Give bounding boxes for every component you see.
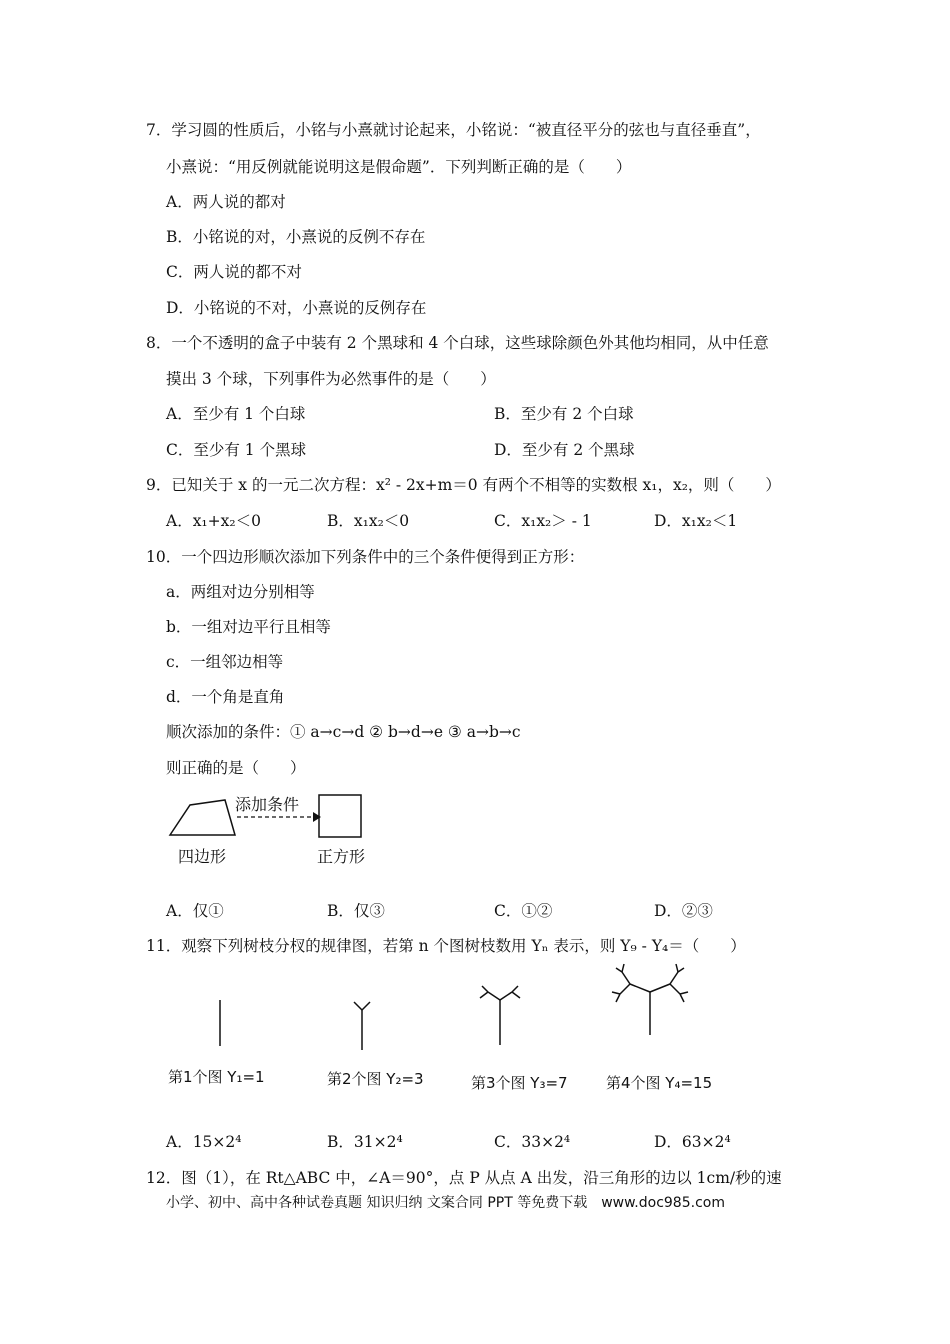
tree2 <box>354 1002 370 1050</box>
q10-order: 顺次添加的条件：① a→c→d ② b→d→e ③ a→b→c <box>166 723 521 741</box>
q10-ask: 则正确的是（ ） <box>166 759 306 777</box>
q8-option-c: C．至少有 1 个黑球 <box>166 441 307 459</box>
q10-option-a: A．仅① <box>166 902 224 920</box>
q10-condition-a: a．两组对边分别相等 <box>166 583 315 601</box>
fig-label-add-conditions: 添加条件 <box>235 795 300 814</box>
q7-option-b: B．小铭说的对，小熹说的反例不存在 <box>166 228 426 246</box>
tree4-caption: 第4个图 Y₄=15 <box>606 1074 713 1092</box>
q11-option-a: A．15×2⁴ <box>166 1133 242 1151</box>
tree1-caption: 第1个图 Y₁=1 <box>168 1068 265 1086</box>
q8-stem-line1: 8．一个不透明的盒子中装有 2 个黑球和 4 个白球，这些球除颜色外其他均相同，从中任意 <box>146 334 769 352</box>
q9-option-b: B．x₁x₂＜0 <box>327 512 410 530</box>
tree3 <box>480 986 520 1045</box>
arrow-head <box>313 812 321 822</box>
tree3-caption: 第3个图 Y₃=7 <box>471 1074 568 1092</box>
q11-option-b: B．31×2⁴ <box>327 1133 403 1151</box>
square-shape <box>319 795 361 837</box>
tree2-caption: 第2个图 Y₂=3 <box>327 1070 424 1088</box>
q11-stem: 11．观察下列树枝分杈的规律图，若第 n 个图树枝数用 Yₙ 表示，则 Y₉ - Y₄＝（ ） <box>146 937 746 955</box>
q10-condition-d: d．一个角是直角 <box>166 688 285 706</box>
q10-stem: 10．一个四边形顺次添加下列条件中的三个条件便得到正方形： <box>146 548 585 566</box>
q10-option-d: D．②③ <box>654 902 713 920</box>
q9-option-a: A．x₁+x₂＜0 <box>166 512 261 530</box>
quadrilateral-shape <box>170 800 235 835</box>
q7-option-a: A．两人说的都对 <box>166 193 286 211</box>
q8-stem-line2: 摸出 3 个球，下列事件为必然事件的是（ ） <box>166 370 496 388</box>
q9-option-d: D．x₁x₂＜1 <box>654 512 738 530</box>
q10-option-b: B．仅③ <box>327 902 385 920</box>
q11-option-d: D．63×2⁴ <box>654 1133 731 1151</box>
q7-option-d: D．小铭说的不对，小熹说的反例存在 <box>166 299 427 317</box>
q10-condition-c: c．一组邻边相等 <box>166 653 284 671</box>
q10-option-c: C．①② <box>494 902 553 920</box>
tree-branch-figures <box>160 960 740 1050</box>
tree4 <box>612 964 688 1035</box>
fig-label-square: 正方形 <box>317 847 366 866</box>
q8-option-a: A．至少有 1 个白球 <box>166 405 306 423</box>
q7-option-c: C．两人说的都不对 <box>166 263 302 281</box>
q10-condition-b: b．一组对边平行且相等 <box>166 618 331 636</box>
q8-option-d: D．至少有 2 个黑球 <box>494 441 635 459</box>
q11-option-c: C．33×2⁴ <box>494 1133 571 1151</box>
q9-stem: 9．已知关于 x 的一元二次方程：x² - 2x+m＝0 有两个不相等的实数根 x₁，x₂，则（ ） <box>146 476 781 494</box>
footer-ad: 小学、初中、高中各种试卷真题 知识归纳 文案合同 PPT 等免费下载 www.doc985.com <box>166 1195 725 1211</box>
q8-option-b: B．至少有 2 个白球 <box>494 405 634 423</box>
q7-stem-line1: 7．学习圆的性质后，小铭与小熹就讨论起来，小铭说：“被直径平分的弦也与直径垂直”， <box>146 121 761 139</box>
q12-stem: 12．图（1），在 Rt△ABC 中，∠A＝90°，点 P 从点 A 出发，沿三角形的边以 1cm/秒的速 <box>146 1169 782 1187</box>
fig-label-quadrilateral: 四边形 <box>178 847 227 866</box>
q9-option-c: C．x₁x₂＞ - 1 <box>494 512 592 530</box>
q7-stem-line2: 小熹说：“用反例就能说明这是假命题”．下列判断正确的是（ ） <box>166 158 632 176</box>
